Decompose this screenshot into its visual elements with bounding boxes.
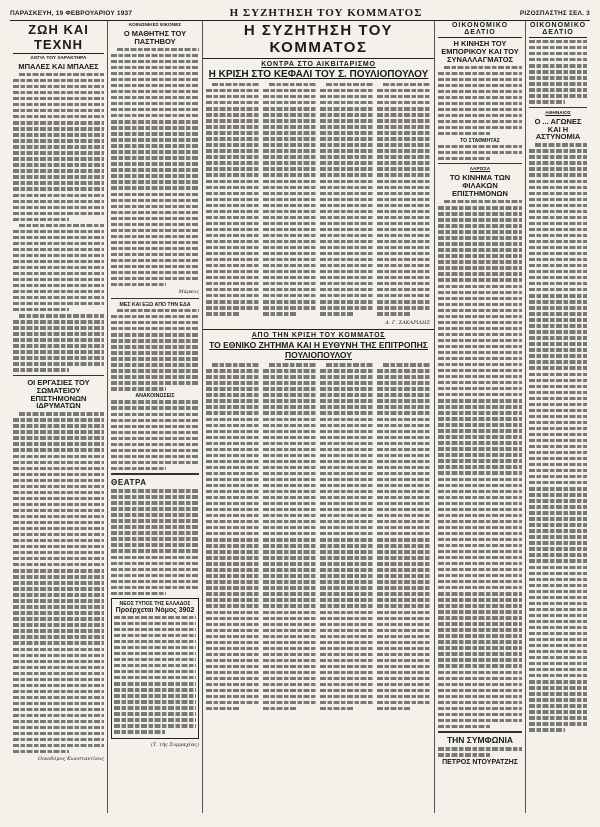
article-signoff: Μάρκος xyxy=(178,289,199,295)
theatre-listing xyxy=(111,489,199,595)
center-section xyxy=(203,21,435,813)
article-headline-2: ΟΙ ΕΡΓΑΣΙΕΣ ΤΟΥ ΣΩΜΑΤΕΙΟΥ ΕΠΙΣΤΗΜΟΝΩΝ ΙΔΡΥΜΑΤΩΝ xyxy=(27,377,90,411)
dateline: ΛΑΡΙΣΣΑ xyxy=(469,167,491,173)
center-headline: Η ΚΡΙΣΗ ΣΤΟ ΚΕΦΑΛΙ ΤΟΥ Σ. ΠΟΥΛΙΟΠΟΥΛΟΥ xyxy=(208,69,429,80)
column-kicker: ΚΟΙΝΩΝΙΚΕΣ ΕΙΚΟΝΕΣ xyxy=(128,23,182,28)
section-kicker: ΜΕΣ ΚΑΙ ΕΞΩ ΑΠΟ ΤΗΝ ΕΔΑ xyxy=(119,302,191,308)
masthead-line xyxy=(10,7,590,21)
article-headline-2: ΤΟ ΚΙΝΗΜΑ ΤΩΝ ΦΙΛΑΚΩΝ ΕΠΙΣΤΗΜΟΝΩΝ xyxy=(449,173,511,199)
ad-name: ΠΕΤΡΟΣ ΝΤΟΥΡΑΤΖΗΣ xyxy=(442,759,518,767)
center-kicker: ΚΟΝΤΡΑ ΣΤΟ ΑΙΚΒΙΤΑΡΙΣΜΟ xyxy=(261,61,376,68)
article-body xyxy=(111,48,199,287)
announcements-kicker: ΑΝΑΚΟΙΝΩΣΕΙΣ xyxy=(135,393,175,400)
advertisement xyxy=(111,598,199,739)
issue-date: ΠΑΡΑΣΚΕΥΗ, 19 ΦΕΒΡΟΥΑΡΙΟΥ 1937 xyxy=(10,9,133,17)
page-number: ΡΙΖΟΣΠΑΣΤΗΣ ΣΕΛ. 3 xyxy=(519,9,590,17)
ad-title: ΝΕΟΣ ΤΥΠΟΣ ΤΗΣ ΕΛΛΑΔΟΣ xyxy=(119,601,191,608)
article-subhead: ΤΟ ΣΤΑΘΜΗΤΑΣ xyxy=(460,138,500,144)
announcements-body xyxy=(111,400,199,470)
ad-subtitle: Προέρχεται Νόμος 3902 xyxy=(115,607,195,615)
center-article xyxy=(203,82,434,319)
ad-headline: ΤΗΝ ΣΥΜΦΩΝΙΑ xyxy=(446,735,514,746)
column-kicker: ΛΟΓΙΑ ΤΟΥ ΧΑΡΑΚΤΗΡΑ xyxy=(30,56,87,61)
center-article-2 xyxy=(203,362,434,714)
article-headline: Ο ... ΑΓΩΝΕΣ ΚΑΙ Η ΑΣΤΥΝΟΜΙΑ xyxy=(534,116,582,142)
column-footer: (Τ. τής Συμμαχίας) xyxy=(150,742,199,749)
column-5 xyxy=(526,21,590,813)
article-body-2 xyxy=(13,412,104,753)
article-headline: Ο ΜΑΘΗΤΗΣ ΤΟΥ ΠΑΣΤΗΒΟΥ xyxy=(123,29,187,46)
center-signoff: Δ. Γ. ΣΑΚΑΡΙΔΗΣ xyxy=(385,320,430,327)
section-title: ΟΙΚΟΝΟΜΙΚΟ ΔΕΛΤΙΟ xyxy=(438,21,522,38)
newspaper-page xyxy=(10,7,590,813)
column-1 xyxy=(10,21,108,813)
article-body xyxy=(529,143,587,731)
article-signoff: Οικοδόμος Κωνσταντίνος xyxy=(37,756,104,763)
masthead-title: Η ΣΥΖΗΤΗΣΗ ΤΟΥ ΚΟΜΜΑΤΟΣ xyxy=(229,7,423,19)
center-kicker-2: ΑΠΟ ΤΗΝ ΚΡΙΣΗ ΤΟΥ ΚΟΜΜΑΤΟΣ xyxy=(203,329,434,339)
article-headline: ΜΠΑΛΕΣ ΚΑΙ ΜΠΑΛΕΣ xyxy=(18,62,99,71)
section-title: ΟΙΚΟΝΟΜΙΚΟ ΔΕΛΤΙΟ xyxy=(529,22,587,36)
column-4 xyxy=(435,21,526,813)
column-2 xyxy=(108,21,203,813)
column-body-top xyxy=(529,40,587,104)
news-body xyxy=(111,309,199,391)
article-body xyxy=(13,73,104,372)
center-banner: Η ΣΥΖΗΤΗΣΗ ΤΟΥ ΚΟΜΜΑΤΟΣ xyxy=(203,21,434,59)
dateline: ΑΘΗΝΑΙΟΣ xyxy=(545,110,571,116)
theatre-heading: ΘΕΑΤΡΑ xyxy=(111,478,147,488)
center-headline-2: ΤΟ ΕΘΝΙΚΟ ΖΗΤΗΜΑ ΚΑΙ Η ΕΥΘΥΝΗ ΤΗΣ ΕΠΙΤΡΟΠΗΣ ΠΟΥΛΙΟΠΟΥΛΟΥ xyxy=(209,340,428,361)
article-headline: Η ΚΙΝΗΣΗ ΤΟΥ ΕΜΠΟΡΙΚΟΥ ΚΑΙ ΤΟΥ ΣΥΝΑΛΛΑΓΜΑΤΟΣ xyxy=(441,39,519,64)
article-body-2 xyxy=(438,200,522,728)
article-body xyxy=(438,66,522,136)
section-title: ΖΩΗ ΚΑΙ ΤΕΧΝΗ xyxy=(13,21,104,54)
